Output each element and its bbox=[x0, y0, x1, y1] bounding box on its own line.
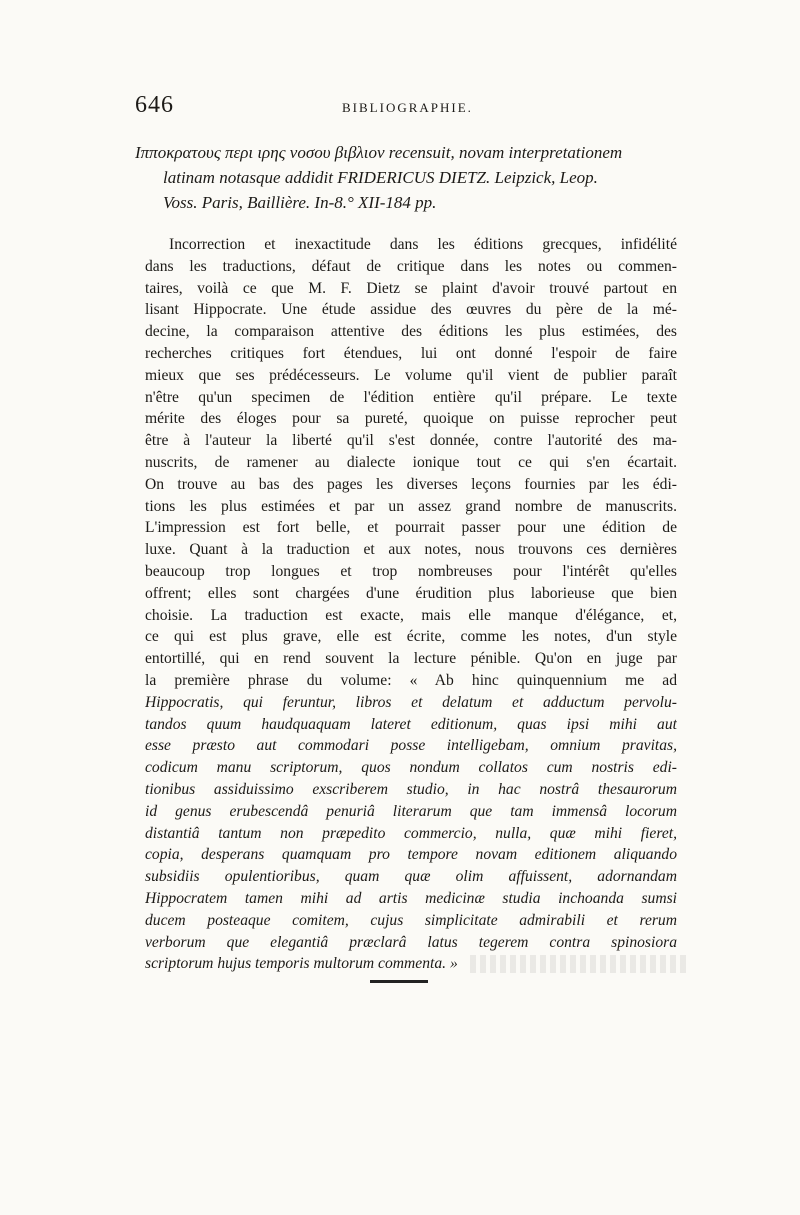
text-line: copia, desperans quamquam pro tempore novam editionem aliquando bbox=[145, 846, 677, 864]
text-line: decine, la comparaison attentive des éditions les plus estimées, des bbox=[145, 323, 677, 341]
text-line: dans les traductions, défaut de critique dans les notes ou commen- bbox=[145, 257, 677, 275]
text-line: tandos quum haudquaquam lateret editionum, quas ipsi mihi aut bbox=[145, 715, 677, 733]
text-line: mérite des éloges pour sa pureté, quoique on puisse reprocher peut bbox=[145, 410, 677, 428]
text-line: mieux que ses prédécesseurs. Le volume qu'il vient de publier paraît bbox=[145, 366, 677, 384]
text-line: lisant Hippocrate. Une étude assidue des œuvres du père de la mé- bbox=[145, 301, 677, 319]
text-line: être à l'auteur la liberté qu'il s'est donnée, contre l'autorité des ma- bbox=[145, 432, 677, 450]
text-line: verborum que elegantiâ præclarâ latus tegerem contra spinosiora bbox=[145, 933, 677, 951]
text-line: tions les plus estimées et par un assez grand nombre de manuscrits. bbox=[145, 497, 677, 515]
text-line: esse præsto aut commodari posse intelligebam, omnium pravitas, bbox=[145, 737, 677, 755]
text-line: On trouve au bas des pages les diverses leçons fournies par les édi- bbox=[145, 475, 677, 493]
end-rule bbox=[370, 980, 428, 983]
bleed-through-text bbox=[470, 955, 690, 973]
text-line: la première phrase du volume: « Ab hinc quinquennium me ad bbox=[145, 671, 677, 689]
entry-line: latinam notasque addidit FRIDERICUS DIETZ. Leipzick, Leop. bbox=[163, 168, 598, 187]
text-line: ce qui est plus grave, elle est écrite, comme les notes, d'un style bbox=[145, 628, 677, 646]
bibliographic-entry bbox=[135, 140, 675, 215]
running-head: BIBLIOGRAPHIE. bbox=[342, 100, 473, 115]
text-line: ducem posteaque comitem, cujus simplicitate admirabili et rerum bbox=[145, 911, 677, 929]
text-line: choisie. La traduction est exacte, mais elle manque d'élégance, et, bbox=[145, 606, 677, 624]
text-line: luxe. Quant à la traduction et aux notes, nous trouvons ces dernières bbox=[145, 541, 677, 559]
text-line: Hippocratis, qui feruntur, libros et delatum et adductum pervolu- bbox=[145, 693, 677, 711]
text-line: nuscrits, de ramener au dialecte ionique tout ce qui s'en écartait. bbox=[145, 453, 677, 471]
text-line: scriptorum hujus temporis multorum commenta. » bbox=[145, 955, 458, 973]
text-line: subsidiis opulentioribus, quam quæ olim affuissent, adornandam bbox=[145, 868, 677, 886]
text-line: recherches critiques fort étendues, lui ont donné l'espoir de faire bbox=[145, 344, 677, 362]
text-line: entortillé, qui en rend souvent la lecture pénible. Qu'on en juge par bbox=[145, 650, 677, 668]
entry-line: Ιπποκρατους περι ιρης νοσου βιβλιον recensuit, novam interpretationem bbox=[135, 143, 623, 162]
text-line: Incorrection et inexactitude dans les éditions grecques, infidélité bbox=[169, 236, 677, 253]
text-line: taires, voilà ce que M. F. Dietz se plaint d'avoir trouvé partout en bbox=[145, 279, 677, 297]
entry-line: Voss. Paris, Baillière. In-8.° XII-184 pp. bbox=[163, 193, 437, 212]
text-line: offrent; elles sont chargées d'une érudition plus laborieuse que bien bbox=[145, 584, 677, 602]
page-number: 646 bbox=[135, 92, 174, 118]
text-line: n'être qu'un specimen de l'édition entière qu'il prépare. Le texte bbox=[145, 388, 677, 406]
page-header bbox=[135, 92, 675, 128]
text-line: id genus erubescendâ penuriâ literarum que tam immensâ locorum bbox=[145, 802, 677, 820]
text-line: tionibus assiduissimo exscriberem studio, in hac nostrâ thesaurorum bbox=[145, 780, 677, 798]
text-line: beaucoup trop longues et trop nombreuses pour l'intérêt qu'elles bbox=[145, 562, 677, 580]
text-line: Hippocratem tamen mihi ad artis medicinæ studia inchoanda sumsi bbox=[145, 889, 677, 907]
text-line: L'impression est fort belle, et pourrait passer pour une édition de bbox=[145, 519, 677, 537]
text-line: distantiâ tantum non præpedito commercio, nulla, quæ mihi fieret, bbox=[145, 824, 677, 842]
text-line: codicum manu scriptorum, quos nondum collatos cum nostris edi- bbox=[145, 759, 677, 777]
review-text bbox=[145, 234, 677, 975]
